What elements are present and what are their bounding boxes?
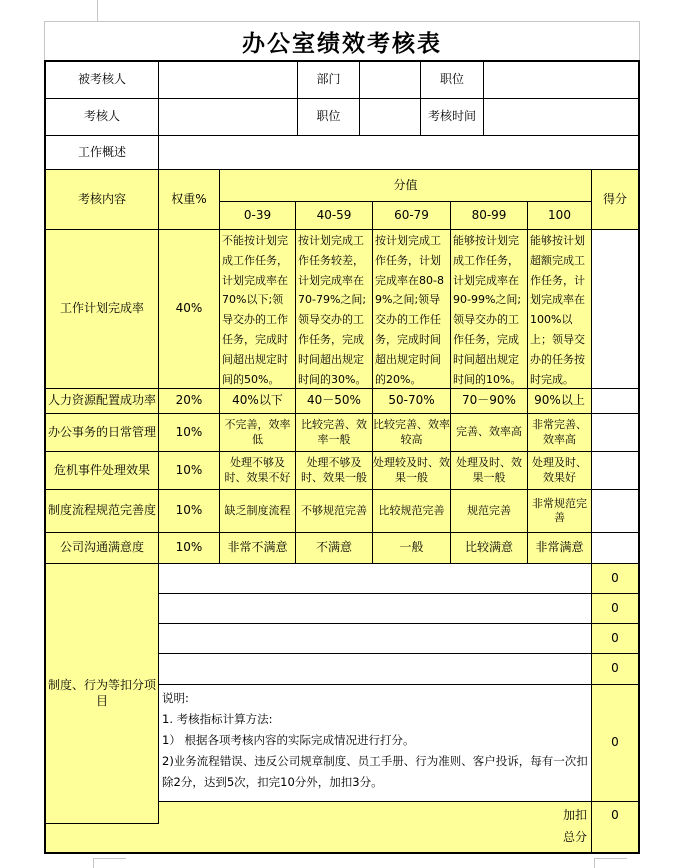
evaluation-table: [44, 60, 640, 854]
deduction-note-row: [159, 685, 638, 802]
score-input-cell[interactable]: [592, 490, 638, 532]
criterion-desc-40-59: 40－50%: [296, 389, 373, 413]
note-line: 说明:: [162, 691, 189, 705]
criterion-desc-80-99: 能够按计划完成工作任务，计划完成率在90-99%之间;领导交办的工作任务，完成时间超出规定时间的10%。: [451, 230, 528, 388]
deduction-blank-row: [159, 624, 638, 654]
header-score-group-title: 分值: [220, 170, 591, 202]
score-input-cell[interactable]: [592, 389, 638, 413]
evaluatee-value-cell[interactable]: [159, 62, 298, 98]
header-score-group: [220, 170, 592, 229]
info-row-2: [46, 99, 638, 136]
header-range-40-59: 40-59: [296, 202, 373, 229]
work-overview-value-cell[interactable]: [159, 136, 638, 169]
criterion-weight: 10%: [159, 414, 220, 451]
criterion-desc-40-59: 按计划完成工作任务较差，计划完成率在70-79%之间;领导交办的工作任务，完成时间超出规定时间的30%。: [296, 230, 373, 388]
header-score-ranges: [220, 202, 591, 229]
criterion-desc-0-39: 40%以下: [220, 389, 296, 413]
score-input-cell[interactable]: [592, 452, 638, 489]
criterion-desc-100: 处理及时、效果好: [528, 452, 592, 489]
score-input-cell[interactable]: [592, 533, 638, 563]
criterion-weight: 10%: [159, 533, 220, 563]
criterion-desc-80-99: 规范完善: [451, 490, 528, 532]
criterion-name: 工作计划完成率: [46, 230, 159, 388]
work-overview-label: 工作概述: [46, 136, 159, 169]
top-margin-mark: [97, 0, 98, 21]
evaluator-value-cell[interactable]: [159, 99, 298, 135]
overview-row: [46, 136, 638, 170]
deduction-blank-row: [159, 564, 638, 594]
criterion-desc-60-79: 处理较及时、效果一般: [373, 452, 451, 489]
criterion-desc-40-59: 不够规范完善: [296, 490, 373, 532]
criterion-name: 制度流程规范完善度: [46, 490, 159, 532]
page-title: 办公室绩效考核表: [242, 30, 442, 57]
criterion-desc-60-79: 按计划完成工作任务，计划完成率在80-89%之间;领导交办的工作任务，完成时间超出规定时间的20%。: [373, 230, 451, 388]
deduction-score-cell[interactable]: 0: [592, 685, 638, 801]
table-row: [46, 389, 638, 414]
table-row: [46, 230, 638, 389]
position-label: 职位: [421, 62, 484, 98]
criterion-weight: 10%: [159, 490, 220, 532]
score-input-cell[interactable]: [592, 414, 638, 451]
criterion-desc-0-39: 不能按计划完成工作任务，计划完成率在70%以下;领导交办的工作任务，完成时间超出规定时间的50%。: [220, 230, 296, 388]
criterion-desc-100: 90%以上: [528, 389, 592, 413]
criterion-desc-60-79: 50-70%: [373, 389, 451, 413]
criterion-desc-100: 非常完善、效率高: [528, 414, 592, 451]
extra-deduction-score-cell[interactable]: 0: [592, 802, 638, 829]
criterion-desc-80-99: 处理及时、效果一般: [451, 452, 528, 489]
note-line: 1. 考核指标计算方法:: [162, 712, 273, 726]
deduction-blank-row: [159, 594, 638, 624]
criterion-desc-40-59: 比较完善、效率一般: [296, 414, 373, 451]
criterion-desc-0-39: 不完善，效率低: [220, 414, 296, 451]
criterion-name: 公司沟通满意度: [46, 533, 159, 563]
note-line: 1） 根据各项考核内容的实际完成情况进行打分。: [162, 733, 415, 747]
bottom-right-margin-mark-v: [594, 858, 595, 868]
table-row: [46, 490, 638, 533]
total-label: 总分: [46, 824, 592, 852]
bottom-left-margin-mark-h: [93, 858, 126, 859]
criterion-desc-100: 能够按计划超额完成工作任务，计划完成率在100%以上；领导交办的任务按时完成。: [528, 230, 592, 388]
criterion-name: 办公事务的日常管理: [46, 414, 159, 451]
criterion-desc-60-79: 一般: [373, 533, 451, 563]
evaluatee-label: 被考核人: [46, 62, 159, 98]
criterion-weight: 10%: [159, 452, 220, 489]
evaluator-position-value-cell[interactable]: [360, 99, 421, 135]
table-row: [46, 414, 638, 452]
criterion-weight: 40%: [159, 230, 220, 388]
criterion-desc-80-99: 70－90%: [451, 389, 528, 413]
criterion-desc-0-39: 缺乏制度流程: [220, 490, 296, 532]
total-row: [46, 824, 638, 852]
header-weight: 权重%: [159, 170, 220, 229]
header-range-0-39: 0-39: [220, 202, 296, 229]
table-row: [46, 533, 638, 564]
criterion-desc-80-99: 完善、效率高: [451, 414, 528, 451]
deduction-body: [159, 564, 638, 823]
criterion-weight: 20%: [159, 389, 220, 413]
department-label: 部门: [298, 62, 360, 98]
deduction-item-input-cell[interactable]: [159, 624, 592, 653]
criterion-desc-40-59: 不满意: [296, 533, 373, 563]
evaluator-position-label: 职位: [298, 99, 360, 135]
deduction-note: [159, 685, 592, 801]
deduction-score-cell[interactable]: 0: [592, 564, 638, 593]
evaluator-label: 考核人: [46, 99, 159, 135]
table-row: [46, 452, 638, 490]
bottom-left-margin-mark-v: [93, 858, 94, 868]
header-range-80-99: 80-99: [451, 202, 528, 229]
header-score: 得分: [602, 191, 627, 206]
criterion-desc-40-59: 处理不够及时、效果一般: [296, 452, 373, 489]
department-value-cell[interactable]: [360, 62, 421, 98]
criterion-name: 危机事件处理效果: [46, 452, 159, 489]
deduction-section: [46, 564, 638, 824]
total-score-cell[interactable]: [592, 824, 638, 852]
criterion-name: 人力资源配置成功率: [46, 389, 159, 413]
bottom-right-margin-mark-h: [594, 858, 627, 859]
note-line: 2)业务流程错误、违反公司规章制度、员工手册、行为准则、客户投诉，每有一次扣除2分，达到5次，扣完10分外，加扣3分。: [162, 754, 588, 789]
deduction-score-cell[interactable]: 0: [592, 594, 638, 623]
deduction-item-input-cell[interactable]: [159, 564, 592, 593]
deduction-score-cell[interactable]: 0: [592, 624, 638, 653]
criterion-desc-100: 非常规范完善: [528, 490, 592, 532]
criterion-desc-100: 非常满意: [528, 533, 592, 563]
deduction-item-input-cell[interactable]: [159, 594, 592, 623]
criterion-desc-80-99: 比较满意: [451, 533, 528, 563]
criterion-desc-60-79: 比较规范完善: [373, 490, 451, 532]
header-range-60-79: 60-79: [373, 202, 451, 229]
table-header-row: [46, 170, 638, 230]
title-box: [44, 21, 640, 60]
deduction-item-input-cell[interactable]: [159, 654, 592, 684]
deduction-score-cell[interactable]: 0: [592, 654, 638, 684]
info-row-1: [46, 62, 638, 99]
criterion-desc-0-39: 非常不满意: [220, 533, 296, 563]
position-value-cell[interactable]: [484, 62, 638, 98]
evaluation-time-value-cell[interactable]: [484, 99, 638, 135]
header-content: 考核内容: [46, 170, 159, 229]
score-input-cell[interactable]: [592, 230, 638, 388]
deduction-label: 制度、行为等扣分项目: [46, 564, 159, 823]
criterion-desc-60-79: 比较完善、效率较高: [373, 414, 451, 451]
extra-deduction-label: 加扣: [159, 802, 592, 829]
deduction-blank-row: [159, 654, 638, 685]
evaluation-time-label: 考核时间: [421, 99, 484, 135]
header-range-100: 100: [548, 207, 571, 222]
criterion-desc-0-39: 处理不够及时、效果不好: [220, 452, 296, 489]
